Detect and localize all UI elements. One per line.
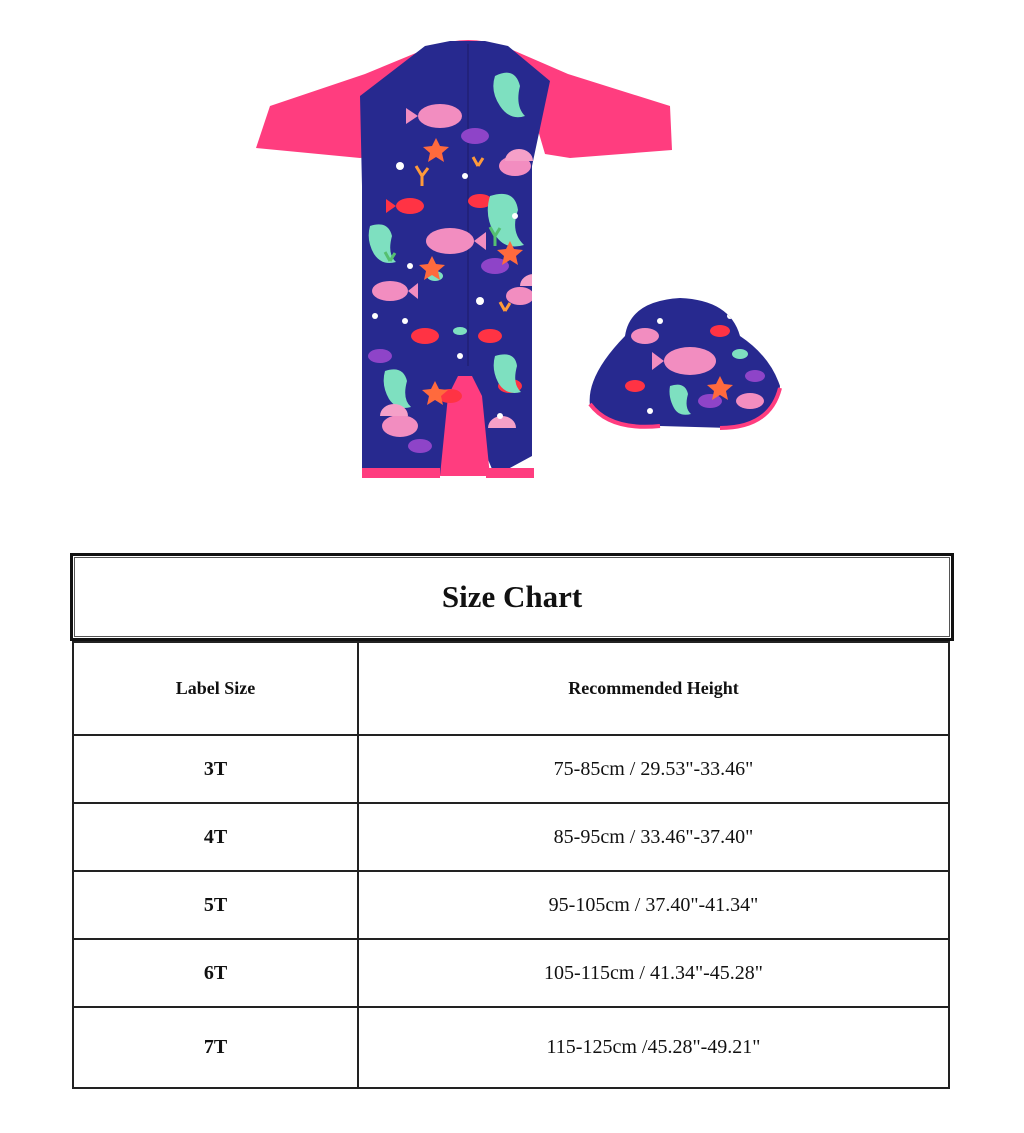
size-chart bbox=[70, 553, 954, 1091]
label-size-cell: 3T bbox=[203, 757, 228, 780]
table-row bbox=[72, 870, 359, 940]
table-row bbox=[72, 734, 359, 804]
header-label-size: Label Size bbox=[72, 641, 359, 736]
table-row bbox=[72, 802, 359, 872]
label-size-cell: 6T bbox=[203, 961, 228, 984]
label-size-cell: 4T bbox=[203, 825, 228, 848]
size-chart-title: Size Chart bbox=[441, 579, 583, 614]
table-row bbox=[72, 1006, 359, 1089]
recommended-height-cell: 75-85cm / 29.53"-33.46" bbox=[553, 757, 754, 780]
recommended-height-cell: 115-125cm /45.28"-49.21" bbox=[546, 1036, 761, 1058]
recommended-height-cell: 105-115cm / 41.34"-45.28" bbox=[544, 961, 763, 984]
table-row bbox=[357, 938, 950, 1008]
sun-hat bbox=[590, 298, 780, 428]
table-row bbox=[357, 734, 950, 804]
recommended-height-cell: 95-105cm / 37.40"-41.34" bbox=[548, 893, 759, 916]
table-row bbox=[357, 1006, 950, 1089]
header-recommended-height: Recommended Height bbox=[357, 641, 950, 736]
product-image bbox=[250, 36, 790, 496]
size-chart-title-cell bbox=[70, 553, 954, 641]
recommended-height-cell: 85-95cm / 33.46"-37.40" bbox=[553, 825, 754, 848]
table-row bbox=[72, 938, 359, 1008]
label-size-cell: 7T bbox=[203, 1036, 228, 1058]
label-size-cell: 5T bbox=[203, 893, 228, 916]
table-row bbox=[357, 802, 950, 872]
table-row bbox=[357, 870, 950, 940]
